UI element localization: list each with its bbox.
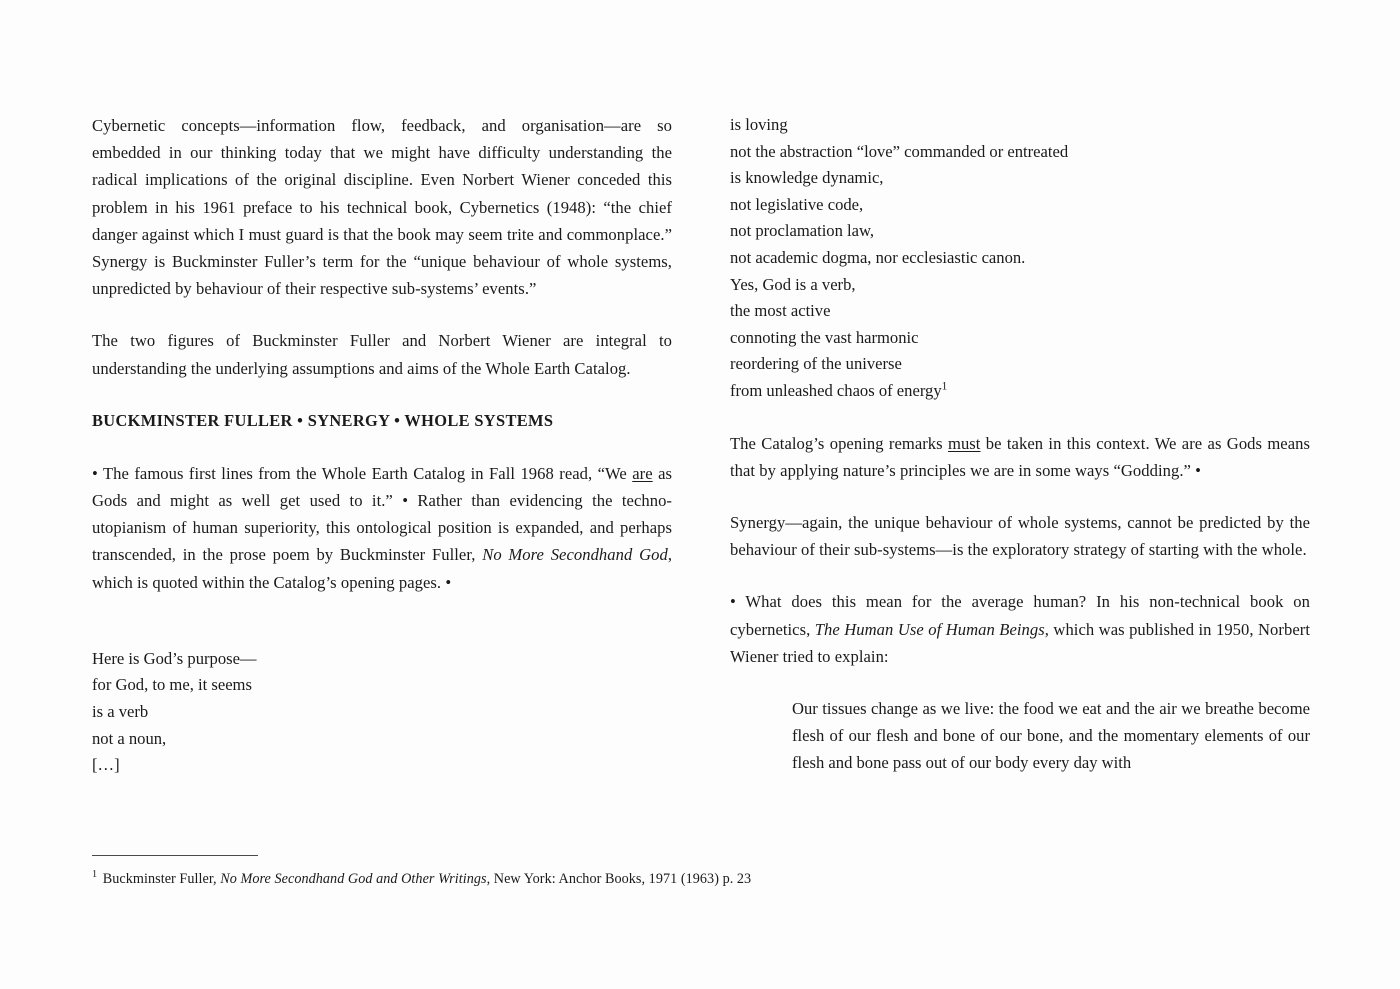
- poem-line: not a noun,: [92, 728, 167, 748]
- poem-line: is a verb: [92, 702, 149, 722]
- footnote-number: 1: [92, 869, 98, 881]
- poem-line: connoting the vast harmonic: [730, 327, 919, 347]
- right-paragraph-synergy: Synergy—again, the unique behaviour of whole systems, cannot be predicted by the behaviour of their sub-systems—is the exploratory strategy of starting with the whole.: [730, 512, 1310, 560]
- book-title-human-use-of-human-beings: The Human Use of Human Beings: [814, 619, 1045, 639]
- poem-line: reordering of the universe: [730, 354, 902, 374]
- famous-lines-text-part-2: as Gods and might as well get used to it.” • Rather than evidencing the techno-utopianism of human superiority, this ontological position is expanded, and perhaps transcended, in the prose poem by Buckminster Fuller,: [92, 463, 672, 565]
- right-paragraph-catalog-opening-remarks: [730, 430, 1310, 484]
- footnote-part-1: Buckminster Fuller,: [99, 871, 221, 887]
- poem-line: the most active: [730, 301, 831, 321]
- poem-line: Here is God’s purpose—: [92, 648, 257, 668]
- catalog-remarks-part-1: The Catalog’s opening remarks: [730, 433, 948, 453]
- poem-line: not proclamation law,: [730, 221, 875, 241]
- poem-top-spacer: [92, 621, 672, 646]
- section-heading-buckminster-fuller: BUCKMINSTER FULLER • SYNERGY • WHOLE SYSTEMS: [92, 410, 554, 430]
- footnote-separator-rule: [92, 855, 258, 856]
- catalog-remarks-part-2: be taken in this context. We are as Gods means that by applying nature’s principles we are in some ways “Godding.” •: [730, 433, 1310, 480]
- emphasis-are: are: [632, 463, 653, 483]
- poem-line: is loving: [730, 115, 788, 134]
- footnote-entry: [92, 870, 1308, 889]
- left-paragraph-two-figures: The two figures of Buckminster Fuller and Norbert Wiener are integral to understanding the underlying assumptions and aims of the Whole Earth Catalog.: [92, 331, 672, 378]
- poem-line: Yes, God is a verb,: [730, 274, 856, 294]
- footnote-part-2: , New York: Anchor Books, 1971 (1963) p. 23: [486, 871, 752, 887]
- famous-lines-text-part-3: , which is quoted within the Catalog’s opening pages. •: [92, 545, 673, 592]
- right-paragraph-average-human: [730, 588, 1310, 670]
- average-human-part-1: • What does this mean for the average human? In his non-technical book on cybernetics,: [730, 592, 1310, 639]
- left-paragraph-famous-first-lines: [92, 460, 672, 596]
- blockquote-wiener-tissues: Our tissues change as we live: the food we eat and the air we breathe become flesh of our flesh and bone of our bone, and the momentary elements of our flesh and bone pass out of our body every day with: [792, 698, 1310, 773]
- poem-line: is knowledge dynamic,: [730, 168, 884, 188]
- right-poem-block: [730, 112, 1310, 405]
- two-column-body: [92, 112, 1308, 779]
- poem-line: for God, to me, it seems: [92, 675, 252, 695]
- emphasis-must: must: [948, 433, 981, 453]
- poem-last-line-text: from unleashed chaos of energy: [730, 380, 942, 400]
- right-column: [730, 112, 1310, 777]
- poem-line: not academic dogma, nor ecclesiastic canon.: [730, 247, 1026, 267]
- poem-line: not the abstraction “love” commanded or entreated: [730, 141, 1069, 161]
- poem-bottom-spacer: [730, 405, 1310, 430]
- poem-line-ellipsis: […]: [92, 755, 120, 775]
- left-poem-block: [92, 646, 672, 779]
- footnote-book-title: No More Secondhand God and Other Writings: [220, 871, 487, 887]
- poem-line: not legislative code,: [730, 194, 864, 214]
- footnote-marker-reference: 1: [941, 380, 948, 393]
- poem-line-with-footnote: [730, 378, 1310, 405]
- famous-lines-text-part-1: • The famous first lines from the Whole Earth Catalog in Fall 1968 read, “We: [92, 463, 633, 483]
- left-paragraph-cybernetic-concepts: Cybernetic concepts—information flow, feedback, and organisation—are so embedded in our thinking today that we might have difficulty understanding the radical implications of the original discipline. Even Norbert Wiener conceded this problem in his 1961 preface to his technical book, Cybernetics (1948): “the chief danger against which I must guard is that the book may seem trite and commonplace.” Synergy is Buckminster Fuller’s term for the “unique behaviour of whole systems, unpredicted by behaviour of their respective sub-systems’ events.”: [92, 116, 672, 299]
- left-column: [92, 112, 672, 779]
- average-human-part-2: , which was published in 1950, Norbert Wiener tried to explain:: [730, 619, 1310, 666]
- footnote-area: [92, 855, 1308, 889]
- book-title-no-more-secondhand-god: No More Secondhand God: [482, 545, 668, 565]
